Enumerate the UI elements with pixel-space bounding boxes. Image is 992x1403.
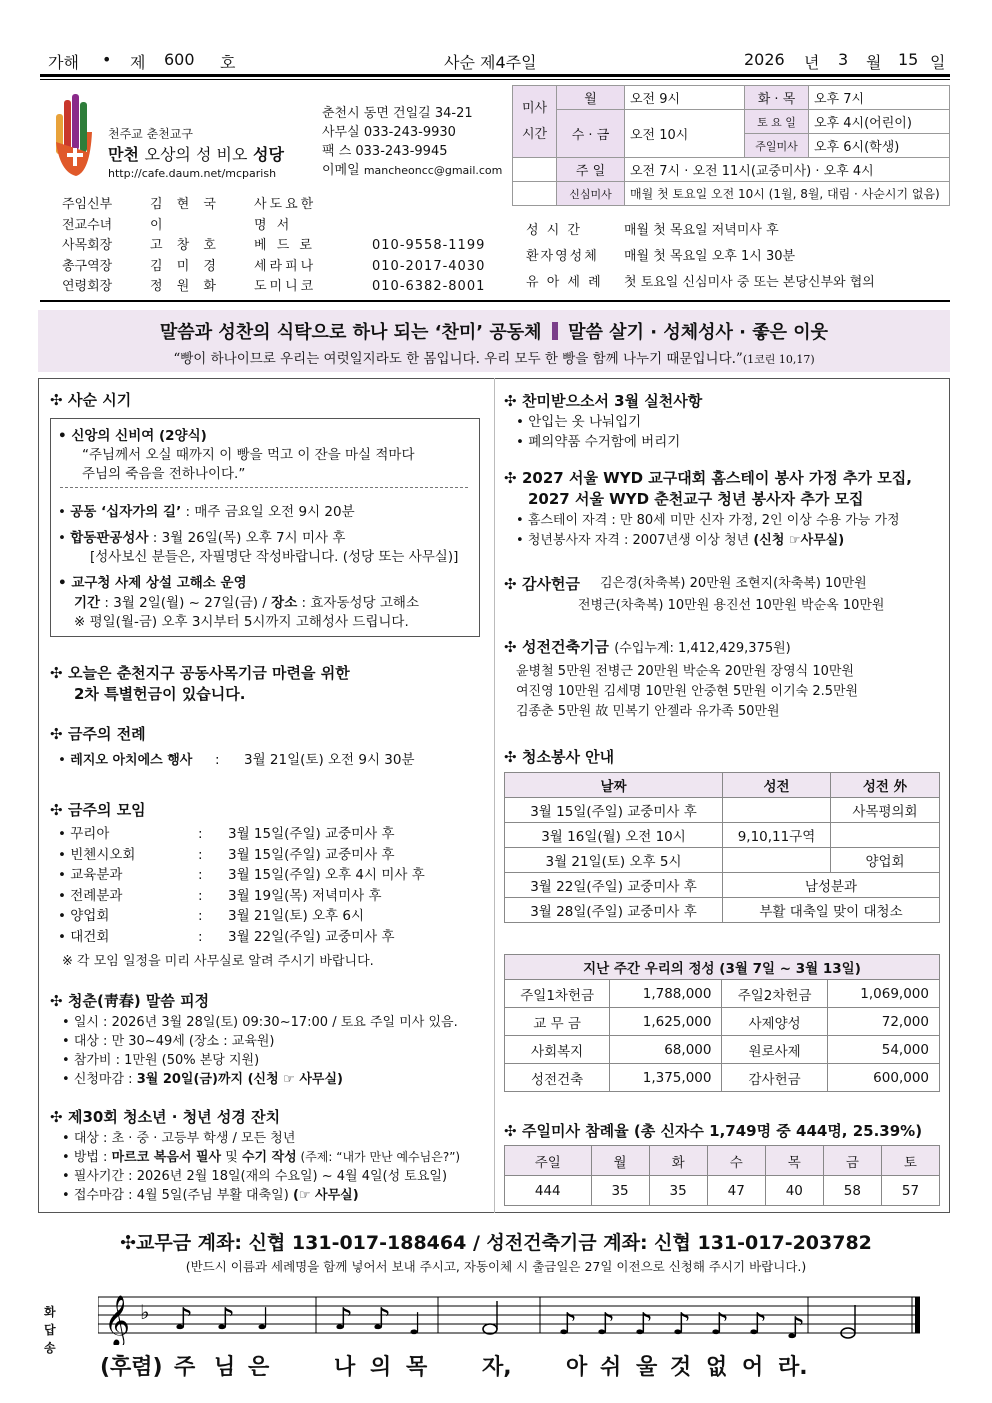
issue-suffix: 호 [220, 53, 236, 72]
svg-text:♪: ♪ [634, 1307, 654, 1342]
meeting-name: • 빈첸시오회 [58, 846, 136, 863]
section-liturgy: ✣ 금주의 전례 [50, 725, 146, 743]
lyric-syllable: 나 [334, 1355, 356, 1380]
offering-cell: 감사헌금 [722, 1064, 827, 1092]
svg-text:♪: ♪ [558, 1307, 578, 1342]
section-bible-festival: ✣ 제30회 청소년 · 청년 성경 잔치 [50, 1108, 281, 1126]
meeting-name: • 교육분과 [58, 867, 123, 883]
meeting-name: • 양업회 [58, 908, 110, 924]
music-staff-icon [98, 1285, 950, 1345]
lyric-syllable: 없 [706, 1355, 728, 1380]
offering-cell: 54,000 [827, 1036, 939, 1064]
staff-saint: 사도요한 [254, 197, 317, 212]
bank-note: (반드시 이름과 세례명을 함께 넣어서 보내 주시고, 자동이체 시 출금일은 27일 이전으로 신청해 주시기 바랍니다.) [185, 1259, 807, 1274]
attendance-value: 58 [823, 1176, 881, 1206]
cleaning-cell: 사목평의회 [831, 798, 940, 823]
svg-text:♩: ♩ [408, 1307, 423, 1342]
offering-cell: 사제양성 [722, 1008, 827, 1036]
meeting-time: 3월 15일(주일) 교중미사 후 [228, 846, 395, 863]
offering-cell: 1,788,000 [610, 980, 722, 1008]
lyric-syllable: 울 [636, 1355, 658, 1380]
cleaning-cell: 남성분과 [723, 873, 940, 898]
attendance-value: 57 [881, 1176, 939, 1206]
top-rule [40, 74, 950, 77]
lent-item-2: • 공동 ‘십자가의 길’ : 매주 금요일 오전 9시 20분 [58, 504, 355, 520]
mass-day-sat: 토 요 일 [745, 110, 809, 134]
staff-name: 이 [150, 217, 168, 233]
email: 이메일 mancheoncc@gmail.com [322, 163, 503, 178]
church-logo-icon [54, 92, 94, 178]
lyric-syllable: 자, [482, 1355, 512, 1380]
attendance-header: 목 [765, 1146, 823, 1176]
cleaning-cell: 3월 21일(토) 오후 5시 [505, 848, 723, 873]
laudato-item-2: • 폐의약품 수거함에 버리기 [516, 434, 681, 450]
date-month: 3 [838, 50, 849, 69]
table-row [505, 1176, 940, 1206]
section-meetings: ✣ 금주의 모임 [50, 801, 146, 819]
attendance-header: 토 [881, 1146, 939, 1176]
sacrament-name: 성 시 간 [526, 223, 582, 238]
table-row [505, 848, 940, 873]
lyric-syllable: 아 [566, 1355, 588, 1380]
date-day-label: 일 [930, 53, 946, 72]
attendance-value: 40 [765, 1176, 823, 1206]
column-divider [494, 378, 495, 1213]
offering-cell: 성전건축 [505, 1064, 610, 1092]
liturgy-time: 3월 21일(토) 오전 9시 30분 [244, 752, 415, 768]
attendance-header: 금 [823, 1146, 881, 1176]
meeting-row: • 교육분과 : 3월 15일(주일) 오후 4시 미사 후 [58, 865, 425, 886]
lyric-syllable: 어 [742, 1355, 764, 1380]
section-building-fund: ✣ 성전건축기금 (수입누계: 1,412,429,375원) [504, 638, 791, 656]
diocese-name: 천주교 춘천교구 [108, 127, 193, 141]
table-row [505, 873, 940, 898]
lyric-syllable: 은 [248, 1355, 270, 1380]
svg-text:♪: ♪ [596, 1307, 616, 1342]
thanks-line1: 김은경(차축복) 20만원 조현지(차축복) 10만원 [600, 576, 867, 591]
staff-phone: 010-6382-8001 [372, 279, 486, 294]
mass-day-wedfri: 수 · 금 [557, 110, 625, 158]
date-year: 2026 [744, 50, 785, 69]
sacrament-time: 매월 첫 목요일 저녁미사 후 [624, 223, 779, 238]
attendance-table [504, 1145, 940, 1206]
meeting-row: • 전례분과 : 3월 19일(목) 저녁미사 후 [58, 886, 425, 907]
lyric-syllable: 쉬 [600, 1355, 622, 1380]
staff-name: 김 미 경 [150, 258, 221, 274]
cleaning-cell: 3월 22일(주일) 교중미사 후 [505, 873, 723, 898]
offering-table [504, 954, 940, 1092]
staff-row [62, 277, 485, 298]
offering-cell: 1,625,000 [610, 1008, 722, 1036]
cleaning-cell [831, 823, 940, 848]
retreat-line2: • 대상 : 만 30~49세 (장소 : 교육원) [62, 1034, 275, 1049]
building-line1: 윤병철 5만원 전병근 20만원 박순옥 20만원 장영식 10만원 [516, 664, 854, 679]
offering-cell: 1,069,000 [827, 980, 939, 1008]
refrain-label: (후렴) [100, 1355, 163, 1380]
liturgical-week: 사순 제4주일 [444, 53, 537, 72]
offering-cell: 600,000 [827, 1064, 939, 1092]
attendance-header: 월 [591, 1146, 649, 1176]
lyric-syllable: 것 [670, 1355, 692, 1380]
motto-banner [38, 310, 950, 372]
cleaning-table [504, 772, 940, 923]
offering-cell: 주일2차헌금 [722, 980, 827, 1008]
meeting-name: • 전례분과 [58, 887, 123, 904]
meeting-name: • 대건회 [58, 928, 110, 945]
svg-text:♪: ♪ [174, 1302, 194, 1337]
lent-item-4-line1: 기간 : 3월 2일(월) ~ 27일(금) / 장소 : 효자동성당 고해소 [74, 595, 420, 611]
festival-line3: • 필사기간 : 2026년 2월 18일(재의 수요일) ~ 4월 4일(성 토요일) [62, 1169, 448, 1184]
cleaning-cell: 3월 15일(주일) 교중미사 후 [505, 798, 723, 823]
sacrament-schedule [526, 218, 875, 296]
retreat-line3: • 참가비 : 1만원 (50% 본당 지원) [62, 1053, 260, 1068]
liturgical-year: 가해 [48, 53, 79, 72]
lent-item-3: • 합동판공성사 : 3월 26일(목) 오후 7시 미사 후 [58, 530, 346, 546]
attendance-value: 444 [505, 1176, 592, 1206]
laudato-item-1: • 안입는 옷 나눠입기 [516, 414, 642, 430]
staff-row [62, 216, 485, 237]
lyric-syllable: 목 [406, 1355, 428, 1380]
lent-item-4-line2: ※ 평일(월-금) 오후 3시부터 5시까지 고해성사 드립니다. [74, 614, 409, 630]
table-row [505, 823, 940, 848]
meeting-time: 3월 15일(주일) 교중미사 후 [228, 826, 395, 842]
wyd-line2: 2027 서울 WYD 춘천교구 청년 봉사자 추가 모집 [528, 490, 864, 508]
mass-time-sun: 오전 7시 · 오전 11시(교중미사) · 오후 4시 [625, 158, 950, 182]
mass-time-wedfri: 오전 10시 [625, 110, 745, 158]
mass-time-mon: 오전 9시 [625, 86, 745, 110]
staff-list [62, 195, 485, 298]
liturgy-colon: : [215, 752, 220, 768]
dashed-divider [60, 487, 468, 488]
sacrament-name: 유 아 세 례 [526, 275, 603, 290]
offering-title: 지난 주간 우리의 정성 (3월 7일 ~ 3월 13일) [505, 955, 940, 980]
meeting-row: • 대건회 : 3월 22일(주일) 교중미사 후 [58, 927, 425, 948]
attendance-value: 47 [707, 1176, 765, 1206]
staff-role: 전교수녀 [62, 217, 113, 233]
retreat-line1: • 일시 : 2026년 3월 28일(토) 09:30~17:00 / 토요 주일 미사 있음. [62, 1015, 458, 1030]
attendance-value: 35 [649, 1176, 707, 1206]
svg-text:♪: ♪ [786, 1311, 806, 1345]
meeting-time: 3월 21일(토) 오후 6시 [228, 908, 365, 924]
staff-phone: 010-2017-4030 [372, 258, 486, 274]
issue-bar [40, 48, 950, 74]
motto: 말씀과 성찬의 식탁으로 하나 되는 ‘찬미’ 공동체 말씀 살기 · 성체성사 · 좋은 이웃 [159, 322, 829, 343]
lyric-syllable: 님 [214, 1355, 236, 1380]
church-url[interactable]: http://cafe.daum.net/mcparish [108, 167, 277, 180]
lent-item-3-note: [성사보신 분들은, 자필명단 작성바랍니다. (성당 또는 사무실)] [90, 549, 459, 565]
mass-schedule-table [512, 85, 950, 206]
date-month-label: 월 [866, 53, 882, 72]
staff-saint: 세라피나 [254, 258, 317, 274]
lyric-syllable: 주 [174, 1355, 196, 1380]
meeting-time: 3월 19일(목) 저녁미사 후 [228, 887, 382, 904]
offering-cell: 사회복지 [505, 1036, 610, 1064]
offering-cell: 72,000 [827, 1008, 939, 1036]
cleaning-cell: 3월 28일(주일) 교중미사 후 [505, 898, 723, 923]
sacrament-row [526, 244, 875, 270]
scripture-quote: “빵이 하나이므로 우리는 여럿일지라도 한 몸입니다. 우리 모두 한 빵을 함께 나누기 때문입니다.”(1코린 10,17) [173, 351, 815, 367]
staff-saint: 명 서 [254, 217, 293, 233]
sacrament-row [526, 270, 875, 296]
staff-row [62, 257, 485, 278]
mass-day-devotion: 신심미사 [557, 182, 625, 206]
date-year-label: 년 [804, 53, 820, 72]
top-rule-thin [40, 79, 950, 80]
table-row [505, 980, 940, 1008]
cleaning-cell: 양업회 [831, 848, 940, 873]
section-retreat: ✣ 청춘(靑春) 말씀 피정 [50, 992, 210, 1010]
lent-item-1: • 신앙의 신비여 (2양식) [58, 428, 207, 444]
header-rule [40, 300, 950, 302]
staff-role: 총구역장 [62, 258, 113, 274]
cleaning-cell: 부활 대축일 맞이 대청소 [723, 898, 940, 923]
section-laudato-si: ✣ 찬미받으소서 3월 실천사항 [504, 392, 703, 410]
lyric-syllable: 의 [370, 1355, 392, 1380]
attendance-header: 화 [649, 1146, 707, 1176]
mass-time-sat: 오후 4시(어린이) [809, 110, 950, 134]
sacrament-row [526, 218, 875, 244]
date-day: 15 [898, 50, 919, 69]
cleaning-cell [723, 798, 831, 823]
staff-phone: 010-9558-1199 [372, 238, 486, 253]
section-attendance: ✣ 주일미사 참례율 (총 신자수 1,749명 중 444명, 25.39%) [504, 1122, 923, 1140]
festival-line4: • 접수마감 : 4월 5일(주님 부활 대축일) (☞ 사무실) [62, 1188, 359, 1203]
offering-cell: 68,000 [610, 1036, 722, 1064]
staff-role: 사목회장 [62, 238, 113, 253]
meeting-list [58, 824, 425, 947]
svg-text:♪: ♪ [710, 1307, 730, 1342]
table-row [505, 898, 940, 923]
cleaning-cell: 9,10,11구역 [723, 823, 831, 848]
meeting-row: • 양업회 : 3월 21일(토) 오후 6시 [58, 906, 425, 927]
mass-day-tuethu: 화 · 목 [745, 86, 809, 110]
offering-cell: 주일1차헌금 [505, 980, 610, 1008]
lyric-syllable: 라. [778, 1355, 808, 1380]
svg-text:♭: ♭ [140, 1300, 150, 1324]
section-wyd: ✣ 2027 서울 WYD 교구대회 홈스테이 봉사 가정 추가 모집, [504, 469, 912, 487]
staff-row [62, 236, 485, 257]
cleaning-cell: 3월 16일(월) 오전 10시 [505, 823, 723, 848]
staff-saint: 베 드 로 [254, 238, 315, 253]
meeting-row: • 꾸리아 : 3월 15일(주일) 교중미사 후 [58, 824, 425, 845]
svg-text:♪: ♪ [216, 1302, 236, 1337]
section-cleaning: ✣ 청소봉사 안내 [504, 748, 615, 766]
svg-text:♪: ♪ [672, 1307, 692, 1342]
section-thanks-offering: ✣ 감사헌금 [504, 575, 580, 593]
staff-row [62, 195, 485, 216]
retreat-line4: • 신청마감 : 3월 20일(금)까지 (신청 ☞ 사무실) [62, 1072, 343, 1087]
offering-cell: 교 무 금 [505, 1008, 610, 1036]
responsorial-label: 화 답 송 [44, 1305, 56, 1355]
meeting-time: 3월 15일(주일) 오후 4시 미사 후 [228, 867, 425, 883]
mass-day-sun-eve: 주일미사 [745, 134, 809, 158]
bullet: • [102, 50, 112, 69]
cleaning-header: 성전 [723, 773, 831, 798]
contact-info [322, 104, 502, 180]
offering-cell: 원로사제 [722, 1036, 827, 1064]
meeting-name: • 꾸리아 [58, 826, 110, 842]
mass-time-tuethu: 오후 7시 [809, 86, 950, 110]
liturgy-item: • 레지오 아치에스 행사 [58, 752, 193, 768]
sacrament-time: 첫 토요일 신심미사 중 또는 본당신부와 협의 [624, 275, 875, 290]
mass-time-label: 미사 시간 [513, 86, 557, 158]
section-special-collection: ✣ 오늘은 춘천지구 공동사목기금 마련을 위한 [50, 664, 350, 682]
meeting-note: ※ 각 모임 일정을 미리 사무실로 알려 주시기 바랍니다. [62, 954, 374, 969]
svg-text:♪: ♪ [334, 1302, 354, 1337]
cleaning-header: 성전 外 [831, 773, 940, 798]
sacrament-name: 환자영성체 [526, 249, 599, 264]
staff-name: 정 원 화 [150, 279, 221, 294]
church-name: 만천 오상의 성 비오 성당 [108, 145, 284, 164]
lent-item-1-line2: 주님의 죽음을 전하나이다.” [82, 466, 246, 482]
fax-number: 팩 스 033-243-9945 [322, 144, 448, 159]
office-phone: 사무실 033-243-9930 [322, 125, 456, 140]
wyd-item-1: • 홈스테이 자격 : 만 80세 미만 신자 가정, 2인 이상 수용 가능 가정 [516, 513, 900, 528]
staff-role: 연령회장 [62, 279, 113, 294]
cleaning-cell [723, 848, 831, 873]
section-lent: ✣ 사순 시기 [50, 391, 132, 409]
address: 춘천시 동면 건일길 34-21 [322, 106, 473, 121]
offering-cell: 1,375,000 [610, 1064, 722, 1092]
building-line2: 여진영 10만원 김세명 10만원 안중현 5만원 이기숙 2.5만원 [516, 684, 859, 699]
staff-role: 주임신부 [62, 197, 113, 212]
attendance-header: 수 [707, 1146, 765, 1176]
festival-line1: • 대상 : 초 · 중 · 고등부 학생 / 모든 청년 [62, 1131, 296, 1146]
bank-accounts: ✣교무금 계좌: 신협 131-017-188464 / 성전건축기금 계좌: 신협 131-017-203782 [120, 1232, 872, 1254]
staff-name: 고 창 호 [150, 238, 221, 253]
issue-number: 600 [164, 50, 195, 69]
mass-time-devotion: 매월 첫 토요일 오전 10시 (1월, 8월, 대림 · 사순시기 없음) [625, 182, 950, 206]
festival-line2: • 방법 : 마르코 복음서 필사 및 수기 작성 (주제: “내가 만난 예수님은?”) [62, 1150, 461, 1165]
svg-text:♪: ♪ [748, 1307, 768, 1342]
table-row [505, 798, 940, 823]
mass-time-sun-eve: 오후 6시(학생) [809, 134, 950, 158]
table-row [505, 1008, 940, 1036]
special-collection-line2: 2차 특별헌금이 있습니다. [74, 685, 246, 703]
svg-text:𝄞: 𝄞 [104, 1295, 131, 1345]
lent-item-4: • 교구청 사제 상설 고해소 운영 [58, 575, 247, 591]
building-line3: 김종춘 5만원 故 민복기 안젤라 유가족 50만원 [516, 704, 780, 719]
wyd-item-2: • 청년봉사자 자격 : 2007년생 이상 청년 (신청 ☞사무실) [516, 533, 845, 548]
meeting-time: 3월 22일(주일) 교중미사 후 [228, 928, 395, 945]
mass-day-sun: 주 일 [557, 158, 625, 182]
staff-saint: 도미니코 [254, 279, 317, 294]
thanks-line2: 전병근(차축복) 10만원 용진선 10만원 박순옥 10만원 [578, 598, 885, 613]
mass-day-mon: 월 [557, 86, 625, 110]
svg-text:♩: ♩ [256, 1302, 271, 1337]
table-row [505, 1064, 940, 1092]
sacrament-time: 매월 첫 목요일 오후 1시 30분 [624, 249, 796, 264]
svg-text:♪: ♪ [372, 1302, 392, 1337]
lent-item-1-line1: “주님께서 오실 때까지 이 빵을 먹고 이 잔을 마실 적마다 [82, 447, 415, 463]
staff-name: 김 현 국 [150, 197, 221, 212]
issue-prefix: 제 [130, 53, 146, 72]
meeting-row: • 빈첸시오회 : 3월 15일(주일) 교중미사 후 [58, 845, 425, 866]
cleaning-header: 날짜 [505, 773, 723, 798]
attendance-header: 주일 [505, 1146, 592, 1176]
attendance-value: 35 [591, 1176, 649, 1206]
table-row [505, 1036, 940, 1064]
